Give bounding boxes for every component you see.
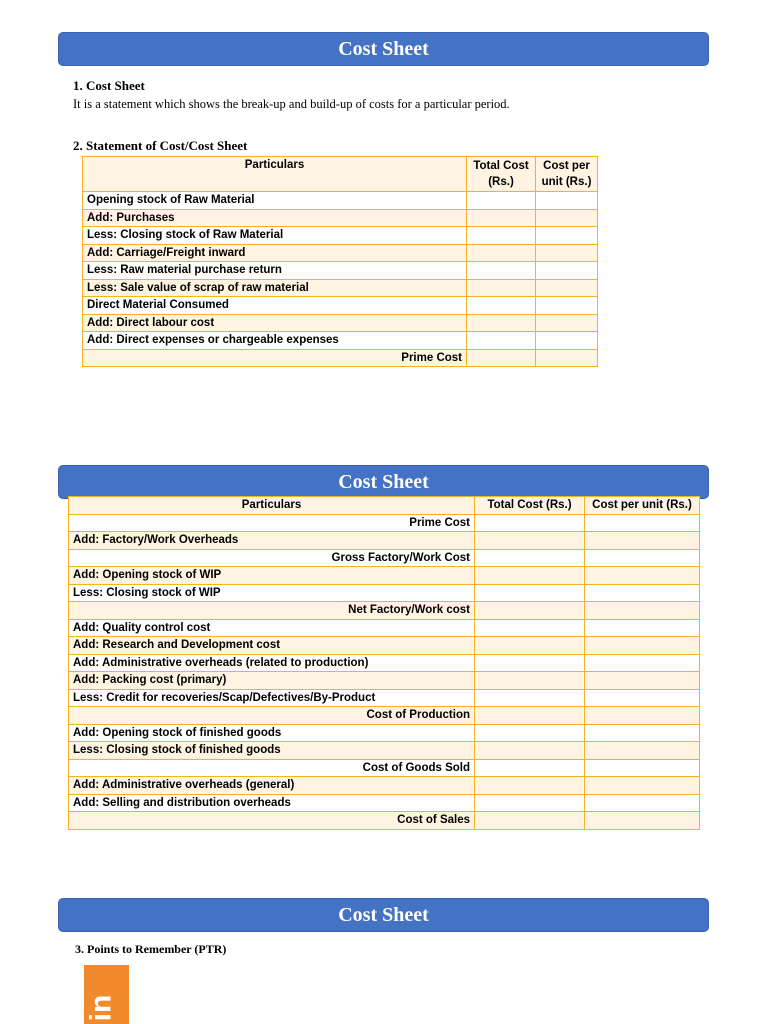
col-total-cost: Total Cost (Rs.): [475, 497, 585, 515]
table-row: Add: Quality control cost: [69, 619, 700, 637]
table-row: Cost of Goods Sold: [69, 759, 700, 777]
section1-text: It is a statement which shows the break-up and build-up of costs for a particular period.: [73, 97, 510, 111]
table-header-row: [69, 497, 700, 515]
table-row: Add: Packing cost (primary): [69, 672, 700, 690]
banner-title: Cost Sheet: [58, 898, 709, 932]
table-row: Gross Factory/Work Cost: [69, 549, 700, 567]
table-row: Add: Selling and distribution overheads: [69, 794, 700, 812]
col-cost-per-unit: Cost per unit (Rs.): [536, 157, 598, 192]
table-row: Less: Closing stock of Raw Material: [83, 227, 598, 245]
table-row: Add: Administrative overheads (related to production): [69, 654, 700, 672]
banner-title: Cost Sheet: [58, 465, 709, 499]
col-cost-per-unit: Cost per unit (Rs.): [585, 497, 700, 515]
table-row: Add: Opening stock of WIP: [69, 567, 700, 585]
table-row: Prime Cost: [83, 349, 598, 367]
table-row: Add: Direct expenses or chargeable expenses: [83, 332, 598, 350]
table-row: Add: Purchases: [83, 209, 598, 227]
table-row: Add: Factory/Work Overheads: [69, 532, 700, 550]
table-row: Less: Closing stock of WIP: [69, 584, 700, 602]
col-total-cost: Total Cost (Rs.): [467, 157, 536, 192]
section1-heading: 1. Cost Sheet: [73, 78, 145, 93]
table-row: Add: Research and Development cost: [69, 637, 700, 655]
section3-heading: 3. Points to Remember (PTR): [75, 942, 227, 956]
table-row: Cost of Sales: [69, 812, 700, 830]
statement-of-cost-table: [82, 156, 598, 367]
table-row: Add: Carriage/Freight inward: [83, 244, 598, 262]
banner-title: Cost Sheet: [58, 32, 709, 66]
col-particulars: Particulars: [83, 157, 467, 192]
table-row: Cost of Production: [69, 707, 700, 725]
table-row: Opening stock of Raw Material: [83, 192, 598, 210]
table-row: Direct Material Consumed: [83, 297, 598, 315]
table-row: Less: Sale value of scrap of raw material: [83, 279, 598, 297]
linkedin-logo-icon: [84, 965, 129, 1024]
table-row: Add: Administrative overheads (general): [69, 777, 700, 795]
table-row: Less: Closing stock of finished goods: [69, 742, 700, 760]
logo-glyph: in: [84, 994, 118, 1022]
table-row: Net Factory/Work cost: [69, 602, 700, 620]
table-header-row: [83, 157, 598, 192]
table-row: Add: Opening stock of finished goods: [69, 724, 700, 742]
table-row: Add: Direct labour cost: [83, 314, 598, 332]
col-particulars: Particulars: [69, 497, 475, 515]
section2-heading: 2. Statement of Cost/Cost Sheet: [73, 138, 248, 153]
table-row: Prime Cost: [69, 514, 700, 532]
table-row: Less: Credit for recoveries/Scap/Defectives/By-Product: [69, 689, 700, 707]
table-row: Less: Raw material purchase return: [83, 262, 598, 280]
cost-sheet-table: [68, 496, 700, 830]
